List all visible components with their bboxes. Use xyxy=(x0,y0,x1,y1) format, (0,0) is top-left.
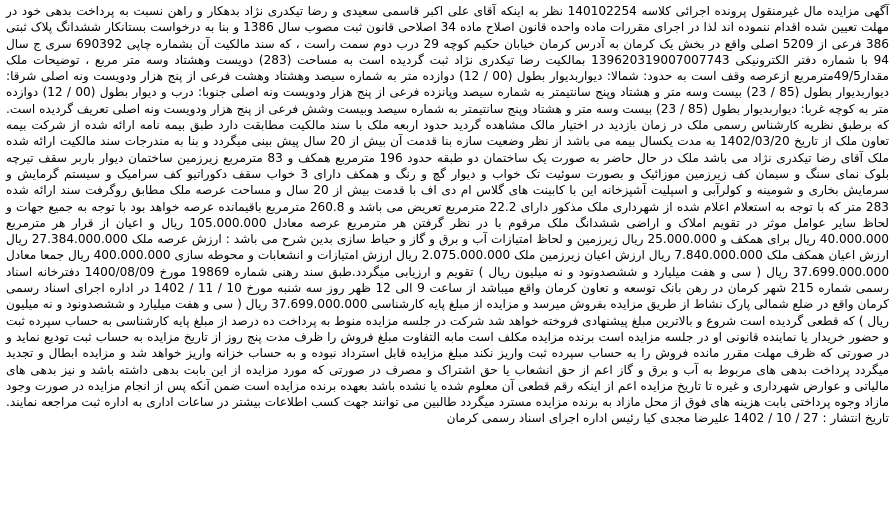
auction-notice-text: آگهی مزایده مال غیرمنقول پرونده اجرائی کلاسه 140102254 نظر به اینکه آقای علی اکبر قاسمی سعیدی و رضا تیکدری نژاد بدهکار و راهن نسبت به پرداخت بدهی خود در مهلت تعیین شده اقدام ننموده اند لذا در اجرای مقررات ماده واحده قانون اصلاح ماده 34 اصلاحی قانون ثبت مصوب سال 1386 و بنا به درخواست بستانکار ششدانگ پلاک ثبتی 386 فرعی از 5209 اصلی واقع در بخش یک کرمان به آدرس کرمان خیابان حکیم کوچه 29 درب دوم سمت راست ، که سند مالکیت آن بشماره چاپی 690392 سری ج سال 94 با شماره دفتر الکترونیکی 139620319007007743 بمالکیت رضا تیکدری نژاد ثبت گردیده است به مساحت (283) دویست وهشتاد وسه متر مربع ، توضیحات ملک مقدار49/5مترمربع ازعرصه وقف است به حدود: شمالا: دیواربدیوار بطول (00 / 12) دوازده متر به شماره سیصد وهشتاد وهشت فرعی از پنج هزار ودویست ونه اصلی شرقا: دیواربدیوار بطول (85 / 23) بیست وسه متر و هشتاد وپنج سانتیمتر به شماره سیصد وپانزده فرعی از پنج هزار ودویست ونه اصلی جنوبا: درب و دیوار بطول (00 / 12) دوازده متر به کوچه غربا: دیواربدیوار بطول (85 / 23) بیست وسه متر و هشتاد وپنج سانتیمتر به شماره سیصد وبیست وشش فرعی از پنج هزار ودویست ونه اصلی تعریف گردیده است. که برطبق نظریه کارشناس رسمی ملک در زمان بازدید در اختیار مالک مشاهده گردید حدود اربعه ملک با سند مالکیت مطابقت دارد طبق بیمه نامه ارائه شده از شرکت بیمه تعاون ملک از تاریخ 1402/03/20 به مدت یکسال بیمه می باشد از نظر وضعیت سازه بنا قدمت آن بیش از 20 سال پیش بینی میگردد و بنا به مندرجات سند مالکیت ارائه شده ملک آقای رضا تیکدری نژاد می باشد ملک در حال حاضر به صورت یک ساختمان دو طبقه حدود 196 مترمربع همکف و 83 مترمربع زیرزمین ساختمان دیوار باربر سقف تیرچه بلوک نمای سنگ و سیمان کف زیرزمین موزائیک و بصورت سوئیت تک خواب و دیوار گچ و رنگ و همکف دارای 3 خواب سقف دکوراتیو کف سرامیک و سیستم گرمایش و سرمایش بخاری و شومینه و کولرآبی و اسپلیت آشپزخانه این با کابینت های گلاس ام دی اف با قدمت بیش از 20 سال و مساحت عرصه ملک مطابق روگرفت سند ارائه شده 283 متر که با توجه به استعلام اعلام شده از شهرداری ملک مذکور دارای 22.2 مترمربع تعریض می باشد و 260.8 مترمربع باقیمانده عرصه خواهد بود با توجه به جمیع جهات و لحاظ سایر عوامل موثر در تقویم املاک و اراضی ششدانگ ملک مرقوم با در نظر گرفتن هر مترمربع عرصه معادل 105.000.000 ریال و اعیان از قرار هر مترمربع 40.000.000 ریال برای همکف و 25.000.000 ریال زیرزمین و لحاظ امتیازات آب و برق و گاز و حیاط سازی بدین شرح می باشد : ارزش عرصه ملک 27.384.000.000 ریال ارزش اعیان همکف ملک 7.840.000.000 ریال ارزش اعیان زیرزمین ملک 2.075.000.000 ریال ارزش امتیازات و انشعابات و محوطه سازی 400.000.000 ریال جمعا معادل 37.699.000.000 ریال ( سی و هفت میلیارد و ششصدونود و نه میلیون ریال ) تقویم و ارزیابی میگردد.طبق سند رهنی شماره 19869 مورخ 1400/08/09 دفترخانه اسناد رسمی شماره 215 شهر کرمان در رهن بانک توسعه و تعاون کرمان واقع میباشد از ساعت 9 الی 12 ظهر روز سه شنبه مورخ 10 / 11 / 1402 در اداره اجرای اسناد رسمی کرمان واقع در ضلع شمالی پارک نشاط از طریق مزایده بفروش میرسد و مزایده از مبلغ پایه کارشناسی 37.699.000.000 ریال ( سی و هفت میلیارد و ششصدونود و نه میلیون ریال ) که قطعی گردیده است شروع و بالاترین مبلغ پیشنهادی فروخته خواهد شد شرکت در جلسه مزایده منوط به پرداخت ده درصد از مبلغ پایه کارشناسی به حساب سپرده ثبت و حضور خریدار یا نماینده قانونی او در جلسه مزایده است برنده مزایده مکلف است مابه التفاوت مبلغ فروش را ظرف مدت پنج روز از تاریخ مزایده به حساب ثبت تودیع نماید و در صورتی که ظرف مهلت مقرر مانده فروش را به حساب سپرده ثبت واریز نکند مبلغ مزایده قابل استرداد نبوده و به حساب خزانه واریز خواهد شد و مزایده ابطال و تجدید میگردد پرداخت بدهی های مربوط به آب و برق و گاز اعم از حق انشعاب یا حق اشتراک و مصرف در صورتی که مورد مزایده از این بابت بدهی داشته باشد و نیز بدهی های مالیاتی و عوارض شهرداری و غیره تا تاریخ مزایده اعم از اینکه رقم قطعی آن معلوم شده یا نشده باشد بعهده برنده مزایده است ضمن آنکه پس از انجام مزایده در صورت وجود مازاد وجوه پرداختی بابت هزینه های فوق از محل مازاد به برنده مزایده مسترد میگردد طالبین می توانند جهت کسب اطلاعات بیشتر در ساعات اداری به اداره ثبت مراجعه نمایند. تاریخ انتشار : 27 / 10 / 1402 علیرضا مجدی کیا رئیس اداره اجرای اسناد رسمی کرمان xyxy=(6,4,890,426)
